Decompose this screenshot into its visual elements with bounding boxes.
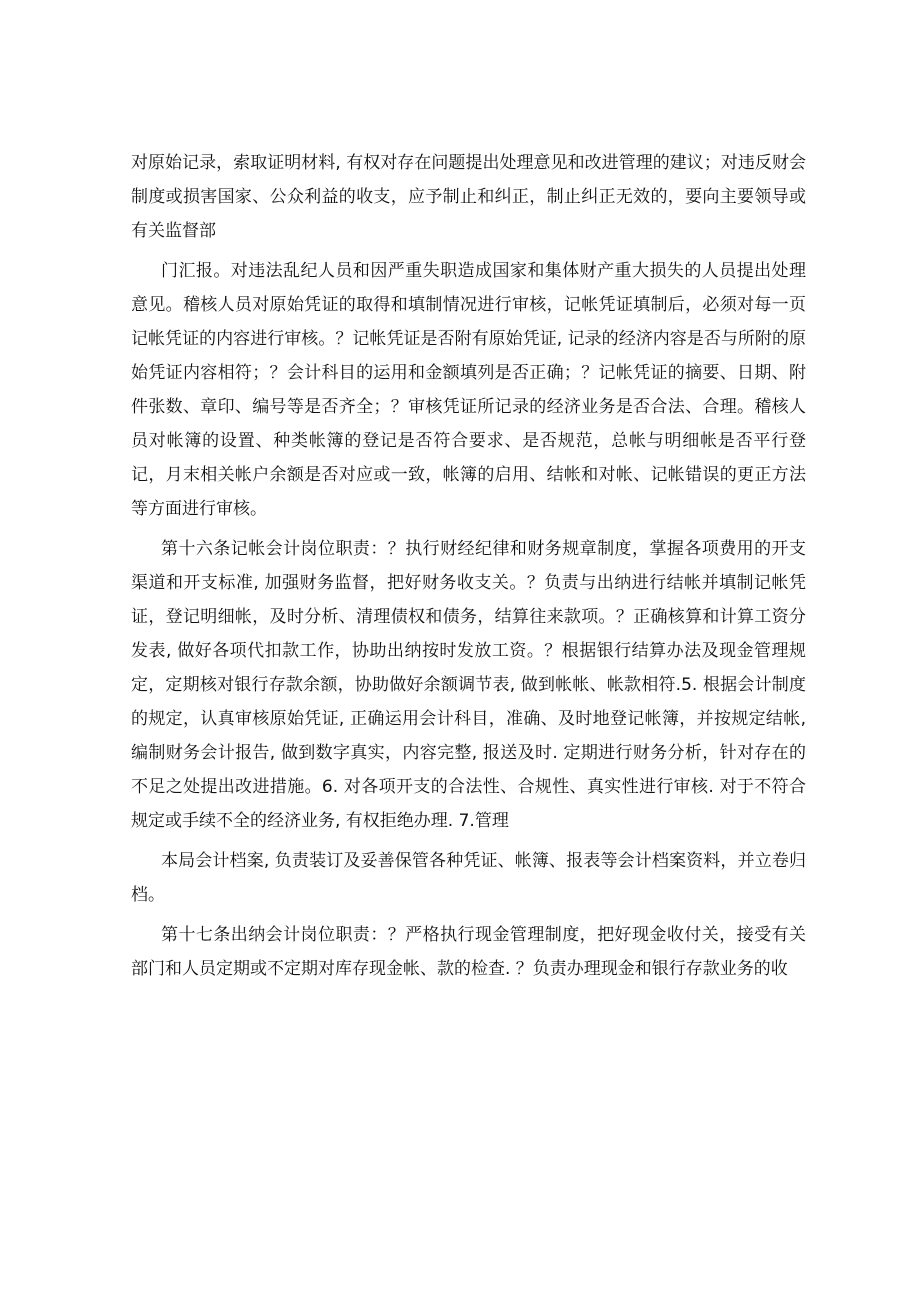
document-body: [131, 146, 806, 992]
paragraph-5: 第十七条出纳会计岗位职责：？严格执行现金管理制度，把好现金收付关，接受有关部门和人员定期或不定期对库存现金帐、款的检查. ？负责办理现金和银行存款业务的收: [131, 925, 806, 979]
paragraph-1: 对原始记录，索取证明材料, 有权对存在问题提出处理意见和改进管理的建议；对违反财会制度或损害国家、公众利益的收支，应予制止和纠正，制止纠正无效的，要向主要领导或有关监督部: [131, 153, 806, 241]
paragraph-4: 本局会计档案, 负责装订及妥善保管各种凭证、帐簿、报表等会计档案资料，并立卷归档。: [131, 851, 806, 905]
paragraph-2: 门汇报。对违法乱纪人员和因严重失职造成国家和集体财产重大损失的人员提出处理意见。稽核人员对原始凭证的取得和填制情况进行审核，记帐凭证填制后，必须对每一页记帐凭证的内容进行审核。？记帐凭证是否附有原始凭证, 记录的经济内容是否与所附的原始凭证内容相符；？会计科目的运用和金额填列是否正确；？记帐凭证的摘要、日期、附件张数、章印、编号等是否齐全；？审核凭证所记录的经济业务是否合法、合理。稽核人员对帐簿的设置、种类帐簿的登记是否符合要求、是否规范，总帐与明细帐是否平行登记，月末相关帐户余额是否对应或一致，帐簿的启用、结帐和对帐、记帐错误的更正方法等方面进行审核。: [131, 261, 806, 519]
paragraph-3: 第十六条记帐会计岗位职责：？执行财经纪律和财务规章制度，掌握各项费用的开支渠道和开支标准, 加强财务监督，把好财务收支关。？负责与出纳进行结帐并填制记帐凭证，登记明细帐，及时分析、清理债权和债务，结算往来款项。？正确核算和计算工资分发表, 做好各项代扣款工作，协助出纳按时发放工资。？根据银行结算办法及现金管理规定，定期核对银行存款余额，协助做好余额调节表, 做到帐帐、帐款相符.5. 根据会计制度的规定，认真审核原始凭证, 正确运用会计科目，准确、及时地登记帐簿，并按规定结帐, 编制财务会计报告, 做到数字真实，内容完整, 报送及时. 定期进行财务分析，针对存在的不足之处提出改进措施。6. 对各项开支的合法性、合规性、真实性进行审核. 对于不符合规定或手续不全的经济业务, 有权拒绝办理. 7.管理: [131, 539, 806, 831]
